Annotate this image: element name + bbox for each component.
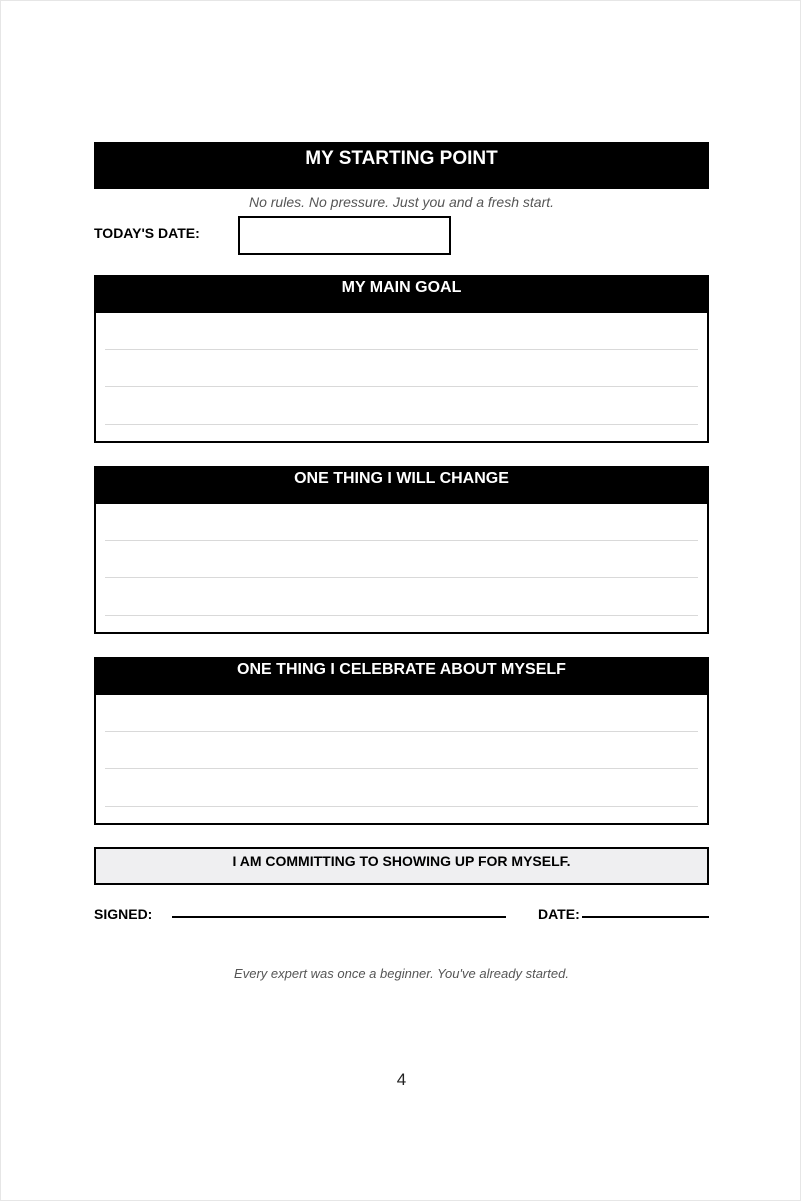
signature-date-label: DATE: <box>538 906 580 922</box>
writing-line <box>105 349 698 350</box>
footer-quote: Every expert was once a beginner. You've already started. <box>234 966 569 981</box>
celebrate-writing-area[interactable] <box>94 695 709 825</box>
signature-line[interactable] <box>172 916 506 918</box>
writing-line <box>105 540 698 541</box>
main-goal-section <box>94 275 709 443</box>
page-subtitle: No rules. No pressure. Just you and a fresh start. <box>248 194 555 210</box>
writing-line <box>105 768 698 769</box>
celebrate-section <box>94 657 709 825</box>
will-change-writing-area[interactable] <box>94 504 709 634</box>
signed-label: SIGNED: <box>94 906 153 922</box>
writing-line <box>105 731 698 732</box>
will-change-section <box>94 466 709 634</box>
todays-date-label: TODAY'S DATE: <box>94 225 200 241</box>
commitment-statement: I AM COMMITTING TO SHOWING UP FOR MYSELF. <box>94 847 709 885</box>
main-goal-header: MY MAIN GOAL <box>94 275 709 313</box>
todays-date-field[interactable] <box>238 216 451 255</box>
celebrate-header: ONE THING I CELEBRATE ABOUT MYSELF <box>94 657 709 695</box>
writing-line <box>105 615 698 616</box>
writing-line <box>105 577 698 578</box>
will-change-header: ONE THING I WILL CHANGE <box>94 466 709 504</box>
writing-line <box>105 386 698 387</box>
main-goal-writing-area[interactable] <box>94 313 709 443</box>
writing-line <box>105 806 698 807</box>
page-number: 4 <box>396 1070 407 1089</box>
page-title: MY STARTING POINT <box>94 142 709 189</box>
signature-date-line[interactable] <box>582 916 709 918</box>
writing-line <box>105 424 698 425</box>
